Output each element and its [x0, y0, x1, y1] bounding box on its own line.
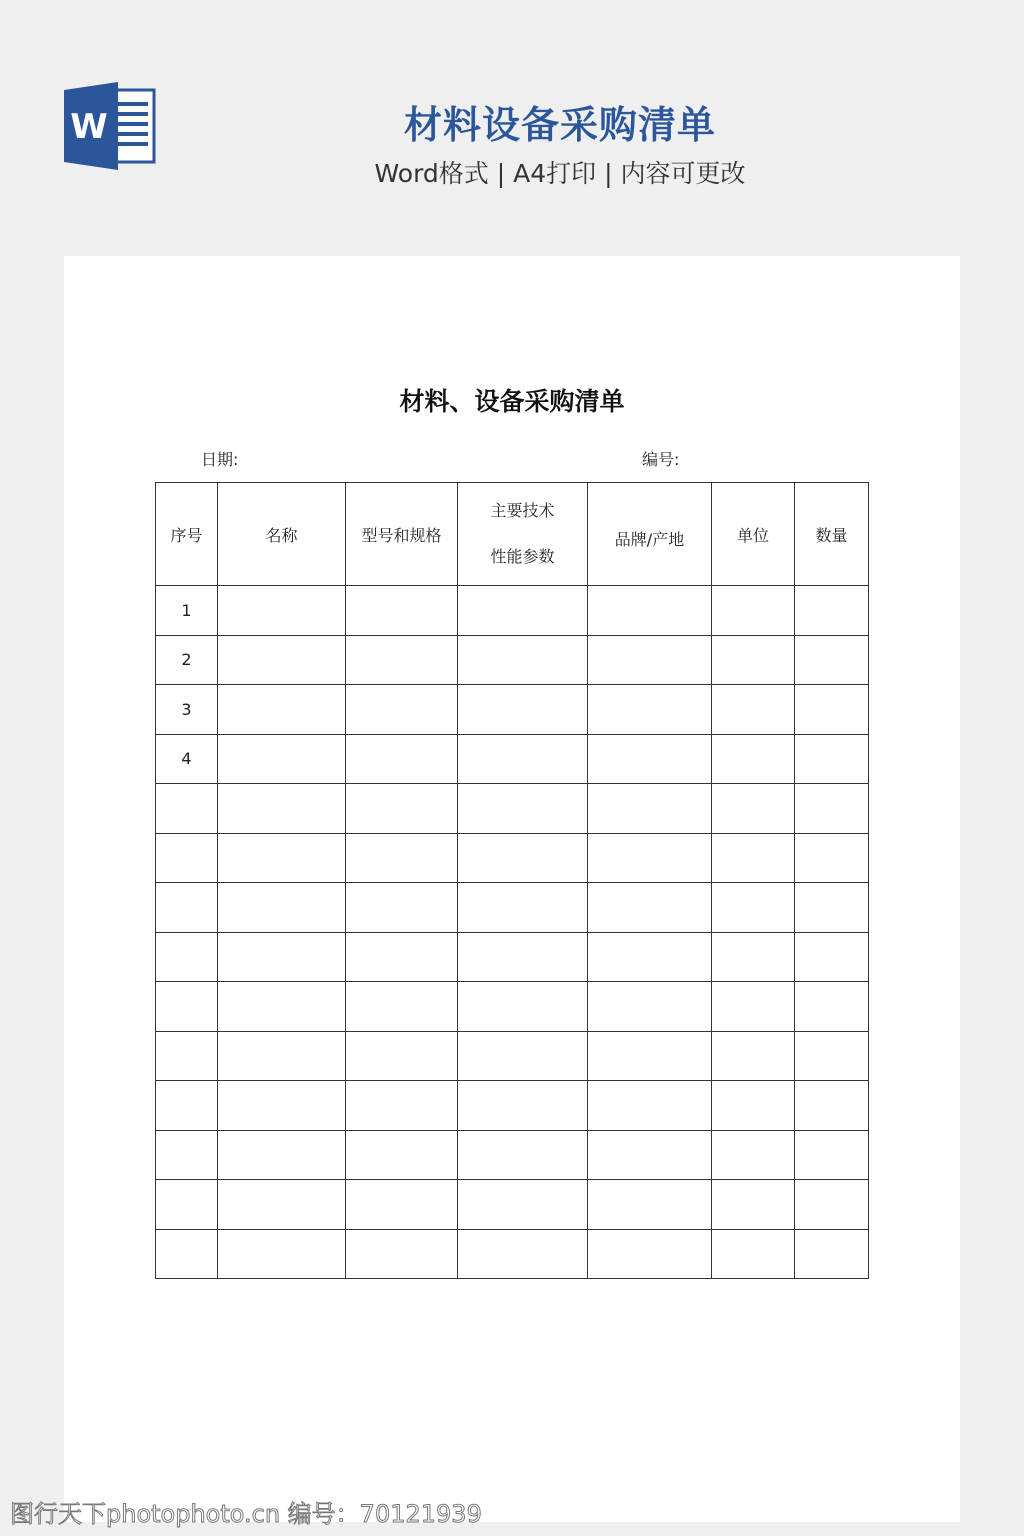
cell-brand [588, 1130, 712, 1180]
cell-params [458, 784, 588, 834]
cell-qty [795, 685, 869, 735]
cell-params [458, 1031, 588, 1081]
table-body [156, 586, 869, 1279]
cell-seq [156, 932, 218, 982]
table-row [156, 883, 869, 933]
cell-model [346, 1031, 458, 1081]
table-row [156, 586, 869, 636]
cell-seq [156, 1130, 218, 1180]
cell-qty [795, 586, 869, 636]
cell-unit [712, 635, 795, 685]
cell-unit [712, 833, 795, 883]
cell-name [218, 1130, 346, 1180]
cell-qty [795, 1130, 869, 1180]
cell-brand [588, 784, 712, 834]
cell-model [346, 734, 458, 784]
cell-name [218, 982, 346, 1032]
cell-name [218, 833, 346, 883]
header-brand: 品牌/产地 [588, 483, 712, 586]
table-row [156, 833, 869, 883]
cell-qty [795, 734, 869, 784]
cell-brand [588, 635, 712, 685]
header-unit: 单位 [712, 483, 795, 586]
cell-unit [712, 1130, 795, 1180]
cell-params [458, 932, 588, 982]
cell-seq: 4 [156, 734, 218, 784]
table-row [156, 784, 869, 834]
cell-name [218, 1031, 346, 1081]
cell-name [218, 685, 346, 735]
cell-name [218, 734, 346, 784]
cell-name [218, 1180, 346, 1230]
header-params-line1: 主要技术 [490, 501, 555, 520]
header-params-line2: 性能参数 [490, 547, 555, 566]
cell-seq [156, 784, 218, 834]
cell-params [458, 1229, 588, 1279]
table-row [156, 1229, 869, 1279]
cell-unit [712, 883, 795, 933]
table-row [156, 1130, 869, 1180]
cell-name [218, 1229, 346, 1279]
cell-params [458, 1081, 588, 1131]
table-row [156, 734, 869, 784]
cell-qty [795, 635, 869, 685]
cell-name [218, 784, 346, 834]
cell-qty [795, 1229, 869, 1279]
cell-model [346, 784, 458, 834]
cell-qty [795, 883, 869, 933]
cell-model [346, 982, 458, 1032]
cell-qty [795, 1031, 869, 1081]
cell-params [458, 685, 588, 735]
cell-model [346, 1081, 458, 1131]
banner-title: 材料设备采购清单 [403, 103, 716, 147]
cell-seq: 1 [156, 586, 218, 636]
word-logo-icon [64, 82, 156, 170]
cell-brand [588, 685, 712, 735]
cell-params [458, 586, 588, 636]
cell-unit [712, 1180, 795, 1230]
number-label: 编号: [642, 450, 680, 469]
cell-qty [795, 932, 869, 982]
cell-brand [588, 1081, 712, 1131]
table-row [156, 685, 869, 735]
cell-name [218, 586, 346, 636]
cell-seq: 3 [156, 685, 218, 735]
cell-unit [712, 586, 795, 636]
document-title: 材料、设备采购清单 [399, 387, 625, 416]
cell-brand [588, 932, 712, 982]
cell-name [218, 883, 346, 933]
cell-qty [795, 784, 869, 834]
cell-qty [795, 833, 869, 883]
cell-unit [712, 734, 795, 784]
banner-subtitle: Word格式 | A4打印 | 内容可更改 [374, 159, 746, 188]
cell-params [458, 883, 588, 933]
cell-model [346, 685, 458, 735]
cell-params [458, 833, 588, 883]
cell-model [346, 635, 458, 685]
cell-brand [588, 833, 712, 883]
watermark: 图行天下photophoto.cn 编号：70121939 [10, 1500, 482, 1528]
cell-qty [795, 1081, 869, 1131]
document-page [64, 256, 960, 1522]
cell-seq [156, 1180, 218, 1230]
cell-model [346, 932, 458, 982]
cell-params [458, 1180, 588, 1230]
cell-qty [795, 1180, 869, 1230]
table-row [156, 1180, 869, 1230]
table-header-row [156, 483, 869, 586]
table-row [156, 635, 869, 685]
cell-seq [156, 1229, 218, 1279]
cell-brand [588, 1180, 712, 1230]
purchase-table [155, 482, 869, 1279]
cell-params [458, 1130, 588, 1180]
cell-seq [156, 883, 218, 933]
table-row [156, 982, 869, 1032]
cell-unit [712, 685, 795, 735]
table-row [156, 1031, 869, 1081]
cell-brand [588, 1229, 712, 1279]
cell-unit [712, 1081, 795, 1131]
cell-unit [712, 932, 795, 982]
cell-unit [712, 1229, 795, 1279]
cell-model [346, 586, 458, 636]
cell-params [458, 982, 588, 1032]
cell-model [346, 833, 458, 883]
cell-brand [588, 883, 712, 933]
cell-params [458, 635, 588, 685]
cell-seq: 2 [156, 635, 218, 685]
cell-model [346, 1180, 458, 1230]
cell-seq [156, 1081, 218, 1131]
cell-name [218, 1081, 346, 1131]
header-model: 型号和规格 [346, 483, 458, 586]
cell-model [346, 1229, 458, 1279]
header-seq: 序号 [156, 483, 218, 586]
cell-unit [712, 1031, 795, 1081]
cell-name [218, 932, 346, 982]
cell-params [458, 734, 588, 784]
cell-brand [588, 982, 712, 1032]
cell-unit [712, 784, 795, 834]
date-label: 日期: [201, 450, 239, 469]
header-name: 名称 [218, 483, 346, 586]
cell-seq [156, 833, 218, 883]
cell-model [346, 883, 458, 933]
cell-qty [795, 982, 869, 1032]
cell-brand [588, 734, 712, 784]
cell-brand [588, 1031, 712, 1081]
cell-seq [156, 982, 218, 1032]
cell-name [218, 635, 346, 685]
cell-seq [156, 1031, 218, 1081]
header-qty: 数量 [795, 483, 869, 586]
svg-text:W: W [70, 107, 108, 147]
header-params [458, 483, 588, 586]
cell-model [346, 1130, 458, 1180]
table-row [156, 1081, 869, 1131]
cell-unit [712, 982, 795, 1032]
table-row [156, 932, 869, 982]
cell-brand [588, 586, 712, 636]
